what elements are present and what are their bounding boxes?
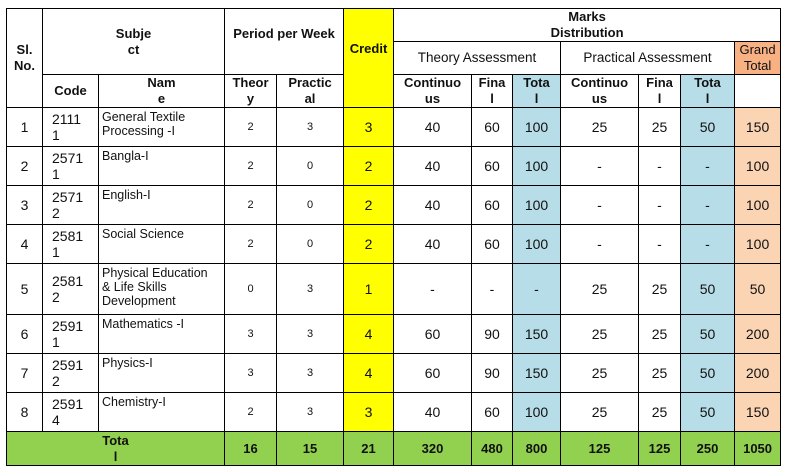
practical-continuous-cell: - bbox=[561, 147, 639, 186]
sl-cell: 8 bbox=[7, 393, 43, 432]
practical-total-cell: 50 bbox=[681, 354, 735, 393]
totals-practical-final: 125 bbox=[639, 432, 681, 466]
practical-continuous-cell: - bbox=[561, 225, 639, 264]
practical-continuous-cell: 25 bbox=[561, 393, 639, 432]
theory-total-cell: - bbox=[513, 264, 561, 315]
practical-period-cell: 0 bbox=[277, 225, 344, 264]
sl-cell: 2 bbox=[7, 147, 43, 186]
practical-final-cell: 25 bbox=[639, 354, 681, 393]
name-cell: Physical Education & Life Skills Development bbox=[99, 264, 225, 315]
theory-final-cell: 60 bbox=[472, 186, 513, 225]
sl-cell: 5 bbox=[7, 264, 43, 315]
name-cell: General Textile Processing -I bbox=[99, 108, 225, 147]
theory-total-cell: 100 bbox=[513, 108, 561, 147]
sl-no-header: Sl. No. bbox=[7, 9, 43, 108]
practical-final-cell: 25 bbox=[639, 264, 681, 315]
grand-total-cell: 100 bbox=[735, 186, 781, 225]
credit-header: Credit bbox=[344, 9, 394, 108]
period-per-week-header: Period per Week bbox=[225, 9, 344, 75]
credit-cell: 3 bbox=[344, 108, 394, 147]
practical-total-cell: 50 bbox=[681, 108, 735, 147]
theory-final-cell: 90 bbox=[472, 315, 513, 354]
grand-total-cell: 150 bbox=[735, 108, 781, 147]
practical-total-cell: - bbox=[681, 186, 735, 225]
name-cell: English-I bbox=[99, 186, 225, 225]
grand-total-cell: 200 bbox=[735, 354, 781, 393]
table-row bbox=[7, 393, 781, 432]
theory-period-cell: 2 bbox=[225, 147, 277, 186]
grand-total-blank-header bbox=[735, 75, 781, 108]
theory-final-cell: 60 bbox=[472, 393, 513, 432]
name-cell: Chemistry-I bbox=[99, 393, 225, 432]
totals-theory-final: 480 bbox=[472, 432, 513, 466]
sl-cell: 4 bbox=[7, 225, 43, 264]
name-cell: Bangla-I bbox=[99, 147, 225, 186]
theory-continuous-header: Continuo us bbox=[394, 75, 472, 108]
practical-final-cell: - bbox=[639, 225, 681, 264]
table-row bbox=[7, 186, 781, 225]
table-row bbox=[7, 147, 781, 186]
theory-continuous-cell: 40 bbox=[394, 147, 472, 186]
practical-final-cell: - bbox=[639, 186, 681, 225]
practical-final-cell: 25 bbox=[639, 393, 681, 432]
theory-final-cell: 60 bbox=[472, 225, 513, 264]
practical-final-cell: - bbox=[639, 147, 681, 186]
code-cell: 2591 2 bbox=[43, 354, 99, 393]
practical-total-cell: - bbox=[681, 147, 735, 186]
credit-cell: 2 bbox=[344, 225, 394, 264]
course-structure-table bbox=[6, 8, 781, 466]
practical-final-cell: 25 bbox=[639, 315, 681, 354]
practical-period-cell: 0 bbox=[277, 186, 344, 225]
code-cell: 2571 1 bbox=[43, 147, 99, 186]
practical-period-cell: 3 bbox=[277, 354, 344, 393]
sl-cell: 1 bbox=[7, 108, 43, 147]
table-row bbox=[7, 225, 781, 264]
practical-continuous-cell: 25 bbox=[561, 354, 639, 393]
grand-total-cell: 200 bbox=[735, 315, 781, 354]
totals-label: Tota l bbox=[7, 432, 225, 466]
credit-cell: 3 bbox=[344, 393, 394, 432]
theory-final-cell: - bbox=[472, 264, 513, 315]
totals-credit: 21 bbox=[344, 432, 394, 466]
sl-cell: 6 bbox=[7, 315, 43, 354]
name-cell: Mathematics -I bbox=[99, 315, 225, 354]
theory-continuous-cell: 40 bbox=[394, 186, 472, 225]
theory-total-cell: 100 bbox=[513, 147, 561, 186]
theory-continuous-cell: - bbox=[394, 264, 472, 315]
theory-final-cell: 60 bbox=[472, 147, 513, 186]
practical-continuous-cell: - bbox=[561, 186, 639, 225]
theory-period-cell: 3 bbox=[225, 315, 277, 354]
totals-theory-continuous: 320 bbox=[394, 432, 472, 466]
code-cell: 2571 2 bbox=[43, 186, 99, 225]
totals-practical-total: 250 bbox=[681, 432, 735, 466]
theory-continuous-cell: 60 bbox=[394, 315, 472, 354]
practical-total-cell: 50 bbox=[681, 264, 735, 315]
totals-grand: 1050 bbox=[735, 432, 781, 466]
practical-total-cell: 50 bbox=[681, 315, 735, 354]
practical-total-cell: - bbox=[681, 225, 735, 264]
practical-final-cell: 25 bbox=[639, 108, 681, 147]
name-cell: Physics-I bbox=[99, 354, 225, 393]
totals-practical-continuous: 125 bbox=[561, 432, 639, 466]
theory-header: Theor y bbox=[225, 75, 277, 108]
practical-total-cell: 50 bbox=[681, 393, 735, 432]
credit-cell: 2 bbox=[344, 147, 394, 186]
credit-cell: 4 bbox=[344, 354, 394, 393]
name-cell: Social Science bbox=[99, 225, 225, 264]
code-cell: 2591 1 bbox=[43, 315, 99, 354]
name-header: Nam e bbox=[99, 75, 225, 108]
practical-period-cell: 3 bbox=[277, 315, 344, 354]
totals-row bbox=[7, 432, 781, 466]
practical-continuous-header: Continuo us bbox=[561, 75, 639, 108]
practical-assessment-header: Practical Assessment bbox=[561, 42, 735, 75]
theory-final-header: Fina l bbox=[472, 75, 513, 108]
sl-cell: 7 bbox=[7, 354, 43, 393]
theory-period-cell: 2 bbox=[225, 393, 277, 432]
totals-theory: 16 bbox=[225, 432, 277, 466]
grand-total-cell: 100 bbox=[735, 147, 781, 186]
theory-continuous-cell: 40 bbox=[394, 393, 472, 432]
theory-total-cell: 150 bbox=[513, 354, 561, 393]
practical-continuous-cell: 25 bbox=[561, 264, 639, 315]
theory-total-header: Tota l bbox=[513, 75, 561, 108]
practical-period-cell: 0 bbox=[277, 147, 344, 186]
totals-theory-total: 800 bbox=[513, 432, 561, 466]
practical-continuous-cell: 25 bbox=[561, 108, 639, 147]
table-row bbox=[7, 315, 781, 354]
theory-total-cell: 100 bbox=[513, 186, 561, 225]
grand-total-cell: 100 bbox=[735, 225, 781, 264]
grand-total-cell: 50 bbox=[735, 264, 781, 315]
practical-header: Practic al bbox=[277, 75, 344, 108]
theory-continuous-cell: 40 bbox=[394, 108, 472, 147]
theory-period-cell: 0 bbox=[225, 264, 277, 315]
credit-cell: 2 bbox=[344, 186, 394, 225]
practical-period-cell: 3 bbox=[277, 264, 344, 315]
practical-period-cell: 3 bbox=[277, 108, 344, 147]
theory-continuous-cell: 60 bbox=[394, 354, 472, 393]
subject-header: Subje ct bbox=[43, 9, 225, 75]
theory-period-cell: 2 bbox=[225, 186, 277, 225]
grand-total-header: Grand Total bbox=[735, 42, 781, 75]
totals-practical: 15 bbox=[277, 432, 344, 466]
code-cell: 2591 4 bbox=[43, 393, 99, 432]
theory-total-cell: 100 bbox=[513, 225, 561, 264]
theory-final-cell: 90 bbox=[472, 354, 513, 393]
table-row bbox=[7, 264, 781, 315]
code-cell: 2581 1 bbox=[43, 225, 99, 264]
marks-distribution-header: Marks Distribution bbox=[394, 9, 781, 42]
sl-cell: 3 bbox=[7, 186, 43, 225]
theory-assessment-header: Theory Assessment bbox=[394, 42, 561, 75]
grand-total-cell: 150 bbox=[735, 393, 781, 432]
theory-total-cell: 150 bbox=[513, 315, 561, 354]
credit-cell: 1 bbox=[344, 264, 394, 315]
code-cell: 2111 1 bbox=[43, 108, 99, 147]
theory-period-cell: 2 bbox=[225, 225, 277, 264]
practical-final-header: Fina l bbox=[639, 75, 681, 108]
table-row bbox=[7, 354, 781, 393]
code-header: Code bbox=[43, 75, 99, 108]
code-cell: 2581 2 bbox=[43, 264, 99, 315]
table-row bbox=[7, 108, 781, 147]
theory-period-cell: 2 bbox=[225, 108, 277, 147]
practical-period-cell: 3 bbox=[277, 393, 344, 432]
theory-total-cell: 100 bbox=[513, 393, 561, 432]
theory-period-cell: 3 bbox=[225, 354, 277, 393]
theory-final-cell: 60 bbox=[472, 108, 513, 147]
practical-total-header: Tota l bbox=[681, 75, 735, 108]
theory-continuous-cell: 40 bbox=[394, 225, 472, 264]
practical-continuous-cell: 25 bbox=[561, 315, 639, 354]
credit-cell: 4 bbox=[344, 315, 394, 354]
